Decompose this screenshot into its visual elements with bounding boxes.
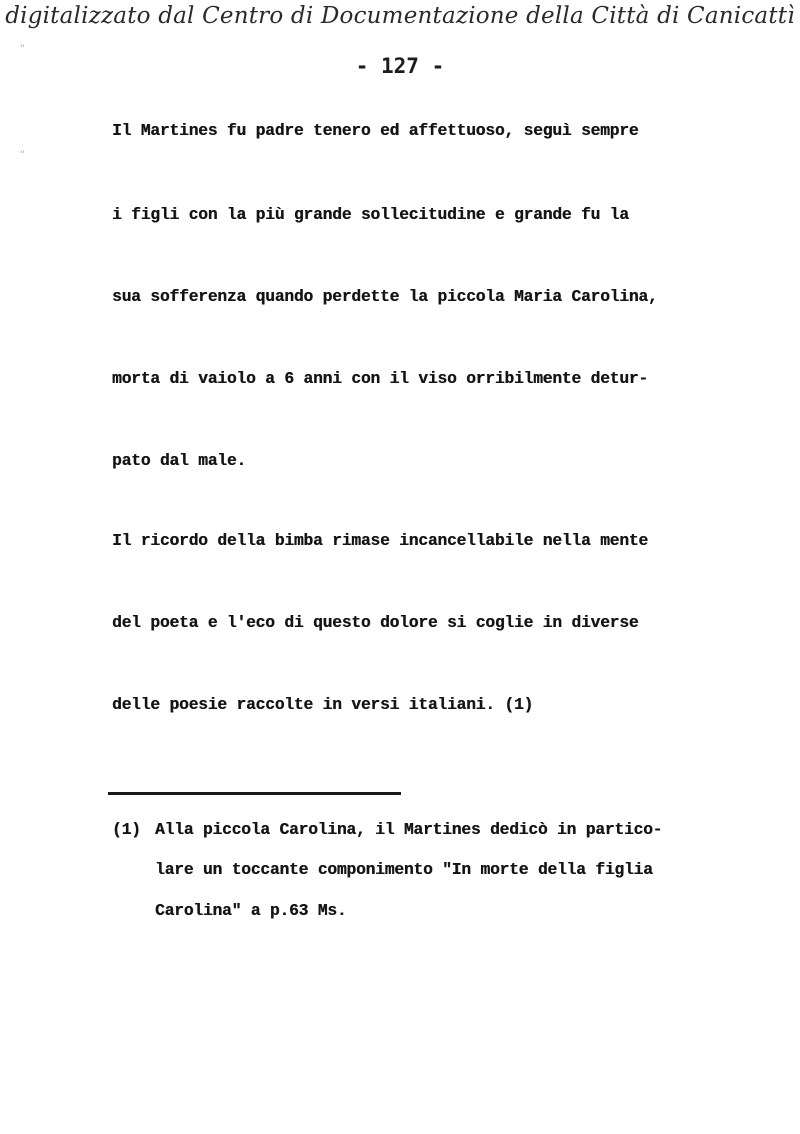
- footnote-separator: [108, 792, 401, 795]
- footnote-line: Alla piccola Carolina, il Martines dedicò in partico-: [155, 820, 663, 839]
- footnote-marker: (1): [112, 820, 141, 839]
- body-line: delle poesie raccolte in versi italiani. (1): [112, 695, 534, 714]
- body-line: Il ricordo della bimba rimase incancellabile nella mente: [112, 531, 648, 550]
- body-line: pato dal male.: [112, 451, 246, 470]
- scan-speck: '': [20, 150, 25, 160]
- body-line: i figli con la più grande sollecitudine e grande fu la: [112, 205, 629, 224]
- body-line: Il Martines fu padre tenero ed affettuoso, seguì sempre: [112, 121, 639, 140]
- footnote-line: Carolina" a p.63 Ms.: [155, 901, 347, 920]
- body-line: sua sofferenza quando perdette la piccola Maria Carolina,: [112, 287, 658, 306]
- body-line: del poeta e l'eco di questo dolore si coglie in diverse: [112, 613, 639, 632]
- page-number: - 127 -: [355, 54, 445, 78]
- digitization-watermark: digitalizzato dal Centro di Documentazione della Città di Canicattì: [5, 3, 795, 29]
- body-line: morta di vaiolo a 6 anni con il viso orribilmente detur-: [112, 369, 648, 388]
- scan-speck: '': [20, 44, 25, 54]
- footnote-line: lare un toccante componimento "In morte della figlia: [155, 860, 653, 879]
